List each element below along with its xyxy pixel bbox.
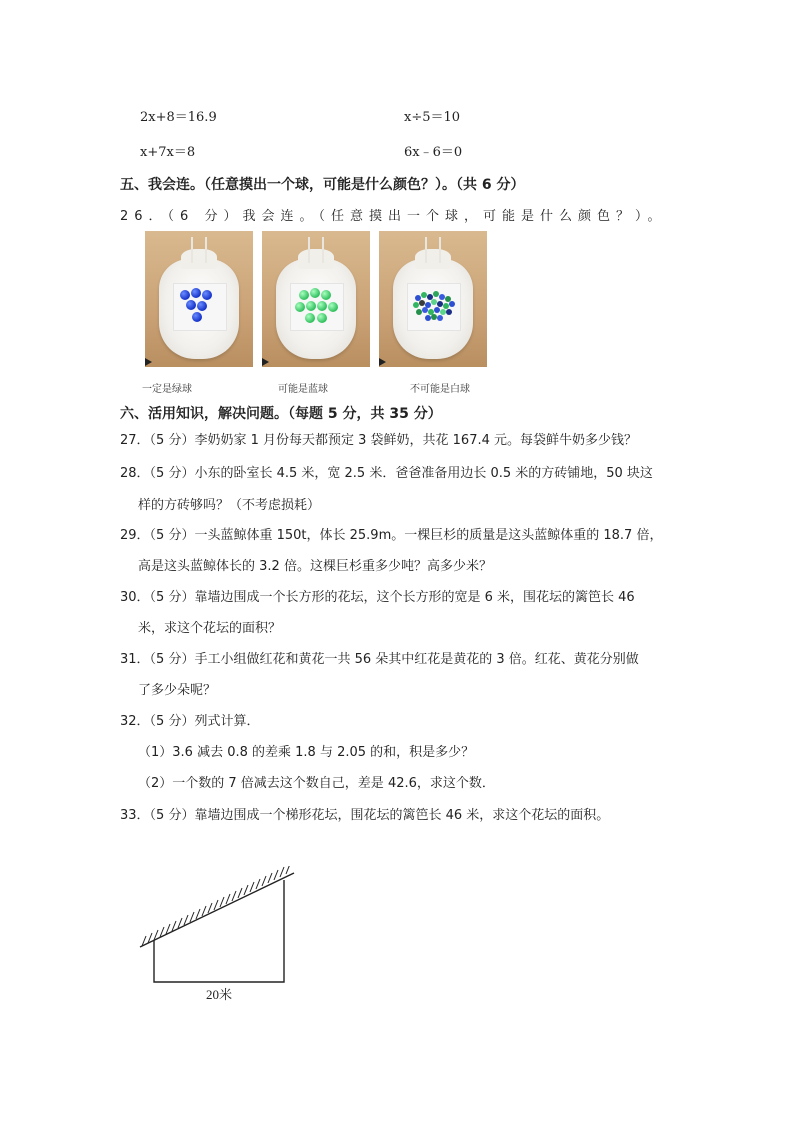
question-27: 27．（5 分）李奶奶家 1 月份每天都预定 3 袋鲜奶，共花 167.4 元。每袋鲜牛奶多少钱？ (120, 433, 637, 448)
question-28-line-1: 28．（5 分）小东的卧室长 4.5 米，宽 2.5 米．爸爸准备用边长 0.5 米的方砖铺地，50 块这 (120, 466, 653, 481)
trapezoid-garden-figure (136, 866, 298, 1004)
question-32-part-2: （2）一个数的 7 倍减去这个数自己，差是 42.6，求这个数． (138, 776, 495, 791)
mixed-balls (408, 284, 460, 330)
ball-display (407, 283, 461, 331)
question-33: 33．（5 分）靠墙边围成一个梯形花坛，围花坛的篱笆长 46 米，求这个花坛的面积。 (120, 808, 610, 823)
bag-photo-green (262, 231, 370, 367)
question-28-line-2: 样的方砖够吗？（不考虑损耗） (138, 498, 321, 513)
equation-2: x÷5＝10 (404, 110, 461, 125)
wall-hatching (140, 866, 294, 947)
question-29-line-1: 29．（5 分）一头蓝鲸体重 150t，体长 25.9m。一棵巨杉的质量是这头蓝鲸体重的 18.7 倍， (120, 528, 663, 543)
play-arrow-icon (262, 358, 269, 366)
section-6-title: 六、活用知识，解决问题。（每题 5 分，共 35 分） (120, 406, 442, 422)
question-30-line-1: 30．（5 分）靠墙边围成一个长方形的花坛，这个长方形的宽是 6 米，围花坛的篱笆长 46 (120, 590, 635, 605)
question-31-line-1: 31．（5 分）手工小组做红花和黄花一共 56 朵其中红花是黄花的 3 倍。红花、黄花分别做 (120, 652, 639, 667)
question-32: 32．（5 分）列式计算． (120, 714, 260, 729)
caption-2: 可能是蓝球 (278, 384, 328, 395)
question-31-line-2: 了多少朵呢？ (138, 683, 217, 698)
bottom-length-label: 20米 (205, 987, 233, 1002)
question-26: 26．（6 分）我会连。（任意摸出一个球，可能是什么颜色？）。 (120, 209, 667, 224)
ball-display (173, 283, 227, 331)
caption-3: 不可能是白球 (410, 384, 470, 395)
question-29-line-2: 高是这头蓝鲸体长的 3.2 倍。这棵巨杉重多少吨？高多少米？ (138, 559, 492, 574)
equation-4: 6x﹣6＝0 (404, 145, 463, 160)
equation-1: 2x+8＝16.9 (140, 110, 217, 125)
caption-1: 一定是绿球 (142, 384, 192, 395)
play-arrow-icon (145, 358, 152, 366)
question-32-part-1: （1）3.6 减去 0.8 的差乘 1.8 与 2.05 的和，积是多少？ (138, 745, 475, 760)
question-30-line-2: 米，求这个花坛的面积？ (138, 621, 282, 636)
bag-photo-mixed (379, 231, 487, 367)
play-arrow-icon (379, 358, 386, 366)
ball-display (290, 283, 344, 331)
bag-photo-blue (145, 231, 253, 367)
equation-3: x+7x＝8 (140, 145, 196, 160)
section-5-title: 五、我会连。（任意摸出一个球，可能是什么颜色？）。（共 6 分） (120, 177, 525, 193)
